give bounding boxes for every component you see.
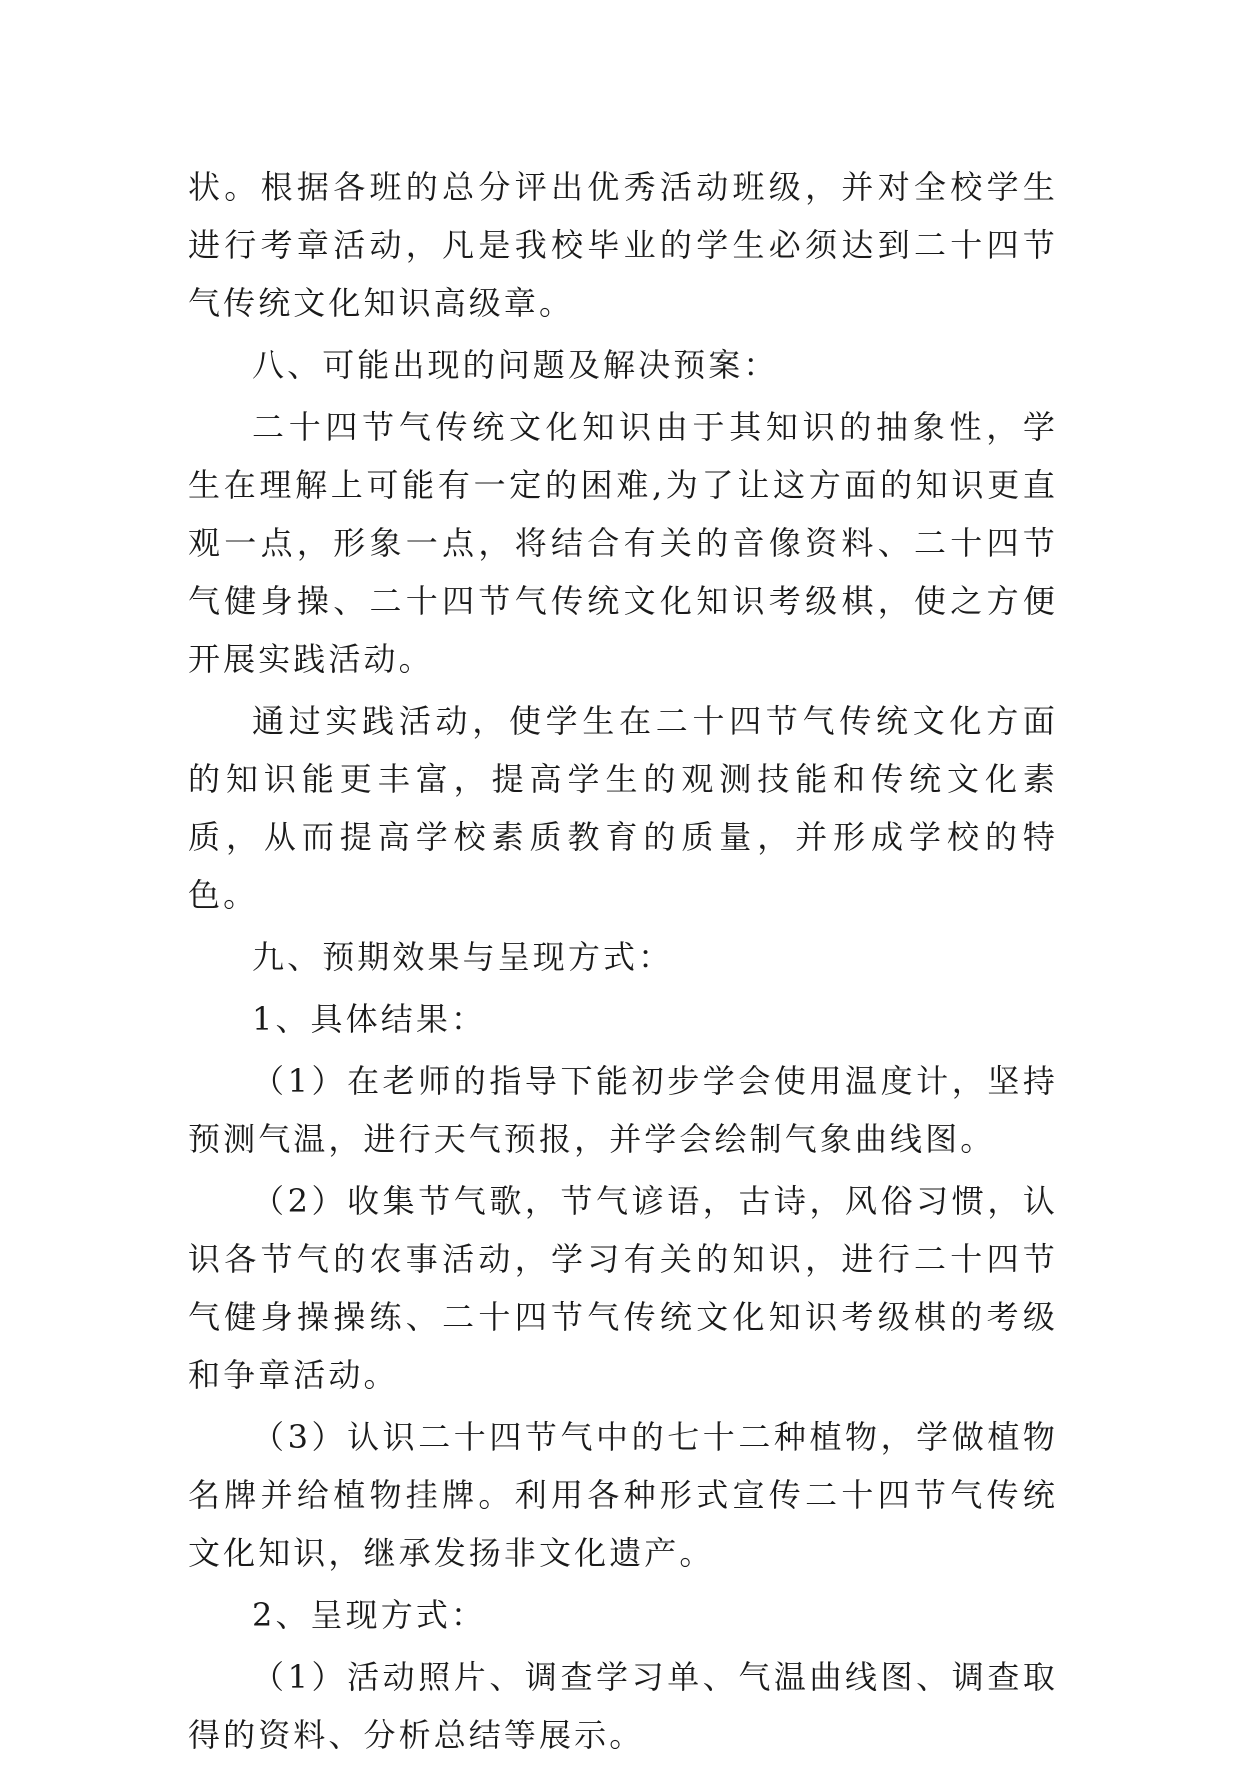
list-item-result-1: （1）在老师的指导下能初步学会使用温度计，坚持预测气温，进行天气预报，并学会绘制气象曲线图。 [188, 1062, 1058, 1158]
section-heading-9: 九、预期效果与呈现方式： [252, 938, 674, 976]
section-heading-8: 八、可能出现的问题及解决预案： [252, 346, 779, 384]
paragraph-practice: 通过实践活动，使学生在二十四节气传统文化方面的知识能更丰富，提高学生的观测技能和传统文化素质，从而提高学校素质教育的质量，并形成学校的特色。 [188, 702, 1058, 914]
paragraph-problems: 二十四节气传统文化知识由于其知识的抽象性，学生在理解上可能有一定的困难,为了让这方面的知识更直观一点，形象一点，将结合有关的音像资料、二十四节气健身操、二十四节气传统文化知识考级棋，使之方便开展实践活动。 [188, 408, 1058, 678]
paragraph-continuation: 状。根据各班的总分评出优秀活动班级，并对全校学生进行考章活动，凡是我校毕业的学生必须达到二十四节气传统文化知识高级章。 [188, 168, 1058, 322]
list-item-result-3: （3）认识二十四节气中的七十二种植物，学做植物名牌并给植物挂牌。利用各种形式宣传二十四节气传统文化知识，继承发扬非文化遗产。 [188, 1418, 1058, 1572]
subheading-presentation: 2、呈现方式： [252, 1596, 487, 1634]
document-body [188, 158, 1058, 1768]
list-item-result-2: （2）收集节气歌，节气谚语，古诗，风俗习惯，认识各节气的农事活动，学习有关的知识，进行二十四节气健身操操练、二十四节气传统文化知识考级棋的考级和争章活动。 [188, 1182, 1058, 1394]
subheading-results: 1、具体结果： [252, 1000, 487, 1038]
list-item-presentation-1: （1）活动照片、调查学习单、气温曲线图、调查取得的资料、分析总结等展示。 [188, 1658, 1058, 1754]
